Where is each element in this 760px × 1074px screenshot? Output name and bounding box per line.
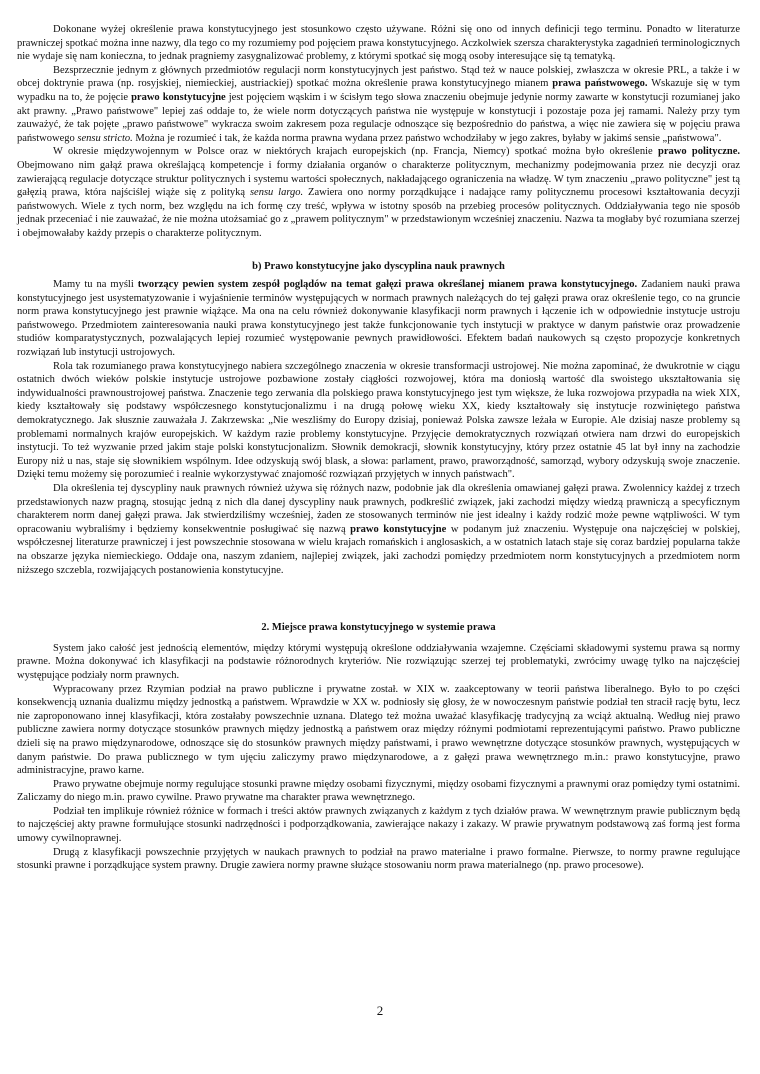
text-run: Zawiera ono normy porządkujące i nadające ramy politycznemu procesowi kształtowania decyzji państwowych. Wiele z tych norm, bez względu na ich formę czy treść, wpływa w istotny sposób na przebieg procesów politycznych. Oddziaływania tego nie sposób jednak przeceniać i nie zauważać, że nie można utożsamiać go z „prawem politycznym" w przedstawionym wcześniej znaczeniu. Nazwa ta mogłaby być rozumiana szerzej i obejmowałaby każdy przepis o charakterze politycznym.: [17, 187, 740, 239]
bold-text: prawa państwowego.: [552, 78, 648, 90]
paragraph: [17, 145, 740, 240]
paragraph: [17, 23, 740, 64]
section-heading-2: 2. Miejsce prawa konstytucyjnego w systemie prawa: [261, 622, 496, 634]
paragraph: [17, 278, 740, 360]
text-run: Podział ten implikuje również różnice w formach i treści aktów prawnych związanych z każdym z tych działów prawa. W wewnętrznym prawie publicznym będą to najczęściej akty prawne formułujące stosunki nadrzędności i podporządkowania, zawierające nakazy i zakazy. W prawie prywatnym podstawową zaś formą jest forma umowy cywilnoprawnej.: [17, 805, 740, 845]
text-run: Wskazuje się w tym wypadku na to, że pojęcie: [17, 78, 740, 103]
bold-text: tworzący pewien system zespół poglądów na temat gałęzi prawa określanej mianem prawa konstytucyjnego.: [137, 279, 638, 291]
text-run: Obejmowano nim gałąź prawa określającą kompetencje i formy działania organów o charakterze politycznym, mechanizmy podejmowania przez nie decyzji oraz zawierającą regulacje dotyczące struktur politycznych i systemu wartości społecznych, nakładającego ograniczenia na władzę. W tym znaczeniu „prawo polityczne" jest tą gałęzią prawa, która najściślej wiąże się z polityką: [17, 159, 740, 199]
paragraph: [17, 482, 740, 577]
italic-text: sensu stricto.: [77, 132, 133, 144]
text-run: Dla określenia tej dyscypliny nauk prawnych również używa się różnych nazw, podobnie jak dla określenia omawianej gałęzi prawa. Zwolennicy każdej z trzech przedstawionych nazw pragną, stosując jedną z nich dla danej dyscypliny nauk prawnych, podkreślić związek, jaki zachodzi między wiedzą prawniczą a specyficznym charakterem norm danej gałęzi prawa. Jak stwierdziliśmy wcześniej, żaden ze stosowanych terminów nie jest idealny i każdy rodzić może pewne wątpliwości. W tym opracowaniu wybraliśmy i będziemy konsekwentnie posługiwać się nazwą: [17, 483, 740, 535]
paragraph: [17, 846, 740, 873]
text-run: Drugą z klasyfikacji powszechnie przyjętych w naukach prawnych to podział na prawo materialne i prawo formalne. Pierwsze, to normy prawne regulujące stosunki prawne i porządkujące system prawny. Drugie zawiera normy prawne służące stosowaniu norm prawa materialnego (np. prawo procesowe).: [17, 846, 740, 872]
page-content: [17, 23, 740, 873]
paragraph: [17, 64, 740, 146]
text-run: Zadaniem nauki prawa konstytucyjnego jest usystematyzowanie i wyjaśnienie terminów występujących w normach prawnych należących do tej gałęzi prawa oraz określenie tego, co na gruncie norm prawa konstytucyjnego jest prawnie wiążące. Ma ona na celu również dokonywanie klasyfikacji norm prawnych i łączenie ich w odpowiednie instytucje ustroju państwowego. Przedmiotem zainteresowania nauki prawa konstytucyjnego jest także funkcjonowanie tych instytucji w praktyce w danym państwie oraz prowadzenie studiów komparatystycznych, pozwalających lepiej rozumieć występowanie pewnych prawidłowości. Efektem badań naukowych są często propozycje konkretnych rozwiązań lub instytucji ustrojowych.: [17, 279, 740, 359]
text-run: System jako całość jest jednością elementów, między którymi występują określone oddziaływania wzajemne. Częściami składowymi systemu prawa są normy prawne. Można dokonywać ich klasyfikacji na podstawie różnorodnych kryteriów. Nie rozwiązując szerzej tej problematyki, zwrócimy uwagę tylko na najczęściej występujące podziały norm prawnych.: [17, 642, 740, 681]
text-run: w podanym już znaczeniu. Występuje ona najczęściej w polskiej, współczesnej literaturze prawniczej i jest powszechnie stosowana w wielu krajach romańskich i anglosaskich, a w ostatnich latach staje się coraz bardziej popularna także na obszarze języka niemieckiego. Oddaje ona, naszym zdaniem, najlepiej związek, jaki zachodzi pomiędzy przedmiotem norm konstytucyjnych a przedmiotem norm niższego szczebla, rozwijających postanowienia konstytucyjne.: [17, 523, 740, 576]
text-run: Mamy tu na myśli: [53, 279, 138, 291]
paragraph: [17, 360, 740, 482]
section-heading-b: b) Prawo konstytucyjne jako dyscyplina nauk prawnych: [252, 260, 505, 272]
bold-text: prawo polityczne.: [657, 146, 740, 158]
italic-text: sensu largo.: [249, 187, 304, 199]
page-number: 2: [376, 1003, 384, 1018]
bold-text: prawo konstytucyjne: [350, 523, 447, 535]
text-run: Rola tak rozumianego prawa konstytucyjnego nabiera szczególnego znaczenia w okresie transformacji ustrojowej. Nie można zapominać, że dwukrotnie w ciągu ostatnich dwóch wieków polskie instytucje ustrojowe pozbawione zostały ciągłości rozwojowej, która ma doniosłą wartość dla swoistego ukształtowania się indywidualności prawnoustrojowej państwa. Znaczenie tego zerwania dla polskiego prawa konstytucyjnego jest tym większe, że luka rozwojowa przypadła na wiek XIX, kiedy kształtowały się podstawy współczesnego konstytucjonalizmu i na drugą połowę wieku XX, kiedy kształtowały się instytucje rozwiniętego państwa demokratycznego. Jak słusznie zauważała J. Zakrzewska: „Nie weszliśmy do Europy dzisiaj, ponieważ Polska zawsze leżała w Europie. Ale dzisiaj nasze problemy są problemami normalnych krajów europejskich. W każdym razie problemy konstytucyjne. Przyjęcie demokratycznych rozwiązań otwiera nam drzwi do europejskich instytucji. To też wyzwanie przed jakim staje polski konstytucjonalizm. Słownik demokracji, słownik konstytucyjny, który przez ostatnie 45 lat był inny na zachodzie Europy niż u nas, staje się słownikiem wspólnym. Idee odzyskują swój blask, a słowa: parlament, prawo, praworządność, samorząd, wybory odzyskują swoje znaczenie. Dzięki temu możemy się porozumieć i realnie wykorzystywać znajomość rozwiązań przyjętych w innych państwach".: [17, 360, 740, 481]
text-run: Można je rozumieć i tak, że każda norma prawna wydana przez państwo wchodziłaby w jego zakres, byłaby w jakimś sensie „państwowa".: [132, 132, 722, 144]
text-run: Bezsprzecznie jednym z głównych przedmiotów regulacji norm konstytucyjnych jest państwo. Stąd też w nauce polskiej, zwłaszcza w okresie PRL, a także i w obcej doktrynie prawa (np. rosyjskiej, niemieckiej, austriackiej) spotkać można określenie prawa konstytucyjnego mianem: [17, 64, 740, 90]
paragraph: [17, 778, 740, 805]
text-run: Wypracowany przez Rzymian podział na prawo publiczne i prywatne został. w XIX w. zaakceptowany w teorii państwa liberalnego. Było to po części konsekwencją uznania dualizmu między jednostką a państwem. Wprawdzie w XX w. podniosły się głosy, że w nowoczesnym państwie podział ten stracił rację bytu, lecz nie zaproponowano innej klasyfikacji, która zostałaby powszechnie uznana. Dlatego też można uważać klasyfikację tradycyjną za wciąż aktualną. Według niej prawo publiczne zawiera normy dotyczące stosunków prawnych między jednostką a państwem oraz między różnymi podmiotami reprezentującymi państwo. Prawo publiczne dzieli się na prawo międzynarodowe, odnoszące się do stosunków prawnych między państwami, i prawo wewnętrzne dotyczące stosunków prawnych, występujących w danym państwie. Do prawa publicznego w tym ujęciu zaliczymy prawo międzynarodowe, a z gałęzi prawa wewnętrznego m.in.: prawo konstytucyjne, prawo administracyjne, prawo karne.: [17, 683, 740, 777]
paragraph: [17, 683, 740, 778]
bold-text: prawo konstytucyjne: [131, 91, 226, 103]
text-run: jest pojęciem wąskim i w ścisłym tego słowa znaczeniu obejmuje jedynie normy zawarte w konstytucji rozumianej jako akt prawny. „Prawo państwowe" lepiej zaś oddaje to, że wiele norm dotyczących państwa nie występuje w konstytucji i pozostaje poza jej ramami. Należy przy tym zauważyć, że tak pojęte „prawo państwowe" wykracza swoim zakresem poza regulacje odnoszące się bezpośrednio do państwa, a więc nie zawiera się w pojęciu prawa państwowego: [17, 91, 740, 144]
text-run: Prawo prywatne obejmuje normy regulujące stosunki prawne między osobami fizycznymi, między osobami fizycznymi a prawnymi oraz pomiędzy tymi ostatnimi. Zaliczamy do niego m.in. prawo cywilne. Prawo prywatne ma charakter prawa wewnętrznego.: [17, 778, 740, 804]
text-run: W okresie międzywojennym w Polsce oraz w niektórych krajach europejskich (np. Francja, Niemcy) spotkać można było określenie: [53, 146, 658, 158]
paragraph: [17, 642, 740, 683]
paragraph: [17, 805, 740, 846]
text-run: Dokonane wyżej określenie prawa konstytucyjnego jest stosunkowo często używane. Różni się ono od innych definicji tego terminu. Ponadto w literaturze prawniczej spotkać można inne nazwy, dla tego co my rozumiemy pod pojęciem prawa konstytucyjnego. Aczkolwiek szersza charakterystyka zagadnień terminologicznych nie wydaje się nam konieczna, to jednak pragniemy zasygnalizować problemy, z którymi spotkać się mogą osoby interesujące się tą tematyką.: [17, 24, 740, 63]
